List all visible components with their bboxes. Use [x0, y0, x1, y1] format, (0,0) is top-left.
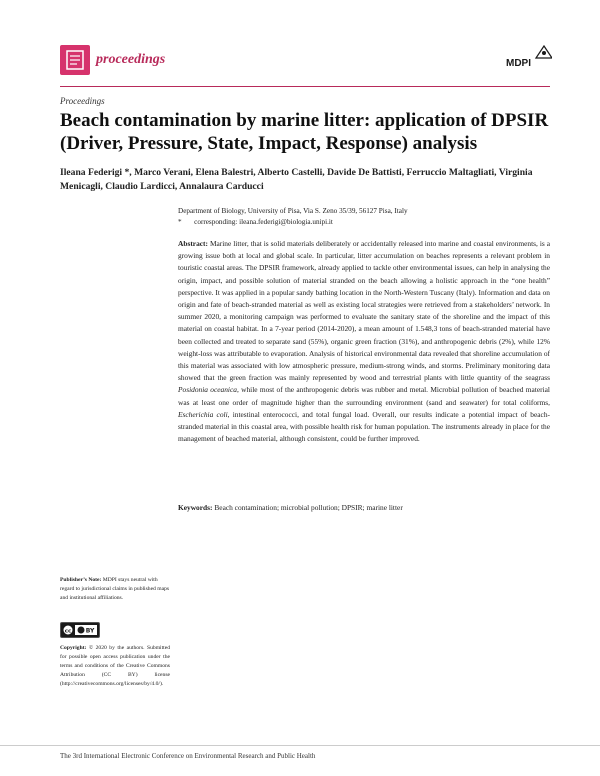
- abstract-species-2: Escherichia coli: [178, 409, 228, 419]
- abstract-text-1: Marine litter, that is solid materials deliberately or accidentally released into marine and coastal environments, is a growing issue both at local and global scale. In particular, litter accumulation on beaches represents a relevant problem in touristic coastal areas. The DPSIR framework, already applied to tackle other environmental issues, can help in analysing the origin, impact, and possible solution of material stranded on the beach allowing a holistic approach in the “one health” perspective. It was applied in a popular sandy bathing location in the North-Western Tuscany (Italy). Information and data on origin and fate of beach-stranded material as well as existing local strategies were retrieved from a stakeholders’ network. In summer 2020, a monitoring campaign was performed to evaluate the sanitary state of the shoreline and the impact of this material on coastal habitat. In a 7-year period (2014-2020), a mean amount of 1.548,3 tons of beach-stranded material have been collected and treated to separate sand (55%), organic green fraction (31%), and anthropogenic debris (2%), while 12% weight-loss was attributable to evaporation. Analysis of historical environmental data revealed that shoreline accumulation of this material was associated with low atmospheric pressure, medium-strong winds, and storms. Preliminary monitoring data showed that the green fraction was mainly represented by wood and terrestrial plants with little quantity of the seagrass: [178, 239, 550, 383]
- abstract-text-3: , intestinal enterococci, and total fungal load. Overall, our results indicate a potential impact of beach-stranded material in this coastal area, with possible health risk for human population. The instruments already in place for the management of beached material, although consistent, could be further improved.: [178, 409, 550, 444]
- affiliation: Department of Biology, University of Pisa, Via S. Zeno 35/39, 56127 Pisa, Italy: [178, 207, 408, 215]
- keywords-text: Beach contamination; microbial pollution; DPSIR; marine litter: [214, 503, 403, 512]
- publisher-note-text: MDPI stays neutral with regard to jurisdictional claims in published maps and institutional affiliations.: [60, 577, 170, 601]
- journal-name: proceedings: [96, 52, 166, 67]
- conference-footer: The 3rd International Electronic Conference on Environmental Research and Public Health: [60, 752, 316, 760]
- svg-text:BY: BY: [85, 627, 95, 635]
- author-list: [60, 166, 550, 194]
- header-divider: [60, 86, 550, 87]
- svg-text:cc: cc: [64, 628, 72, 635]
- article-type: Proceedings: [60, 96, 105, 106]
- publisher-note-label: Publisher’s Note:: [60, 577, 102, 583]
- abstract-species-1: Posidonia oceanica: [178, 385, 237, 395]
- abstract: [178, 238, 550, 445]
- correspondence: * corresponding: ileana.federigi@biologia.unipi.it: [178, 217, 333, 226]
- affiliations: [178, 206, 548, 227]
- authors-line-1: Ileana Federigi *, Marco Verani, Elena Balestri, Alberto Castelli, Davide De Battisti, Ferruccio Maltagliati, Virginia: [60, 167, 533, 178]
- keywords: [178, 502, 550, 513]
- cc-by-license-icon[interactable]: [60, 622, 100, 638]
- proceedings-book-icon: [60, 45, 90, 75]
- abstract-text-2: , while most of the anthropogenic debris was rubber and metal. Microbial pollution of beached material was at least one order of magnitude higher than the surrounding environment (sand and seawater) for total coliforms,: [178, 385, 550, 407]
- copyright-label: Copyright:: [60, 645, 87, 651]
- article-title: Beach contamination by marine litter: application of DPSIR (Driver, Pressure, State, Impact, Response) analysis: [60, 110, 549, 154]
- keywords-label: Keywords:: [178, 503, 213, 512]
- publisher-logo-text: MDPI: [506, 58, 531, 69]
- copyright-notice: [60, 644, 170, 689]
- abstract-label: Abstract:: [178, 239, 208, 248]
- copyright-text: © 2020 by the authors. Submitted for possible open access publication under the terms and conditions of the Creative Commons Attribution (CC BY) license (http://creativecommons.org/licenses/by/4.0/).: [60, 645, 170, 687]
- publisher-note: [60, 576, 170, 603]
- footer-divider: [0, 745, 600, 746]
- authors-line-2: Menicagli, Claudio Lardicci, Annalaura Carducci: [60, 181, 264, 192]
